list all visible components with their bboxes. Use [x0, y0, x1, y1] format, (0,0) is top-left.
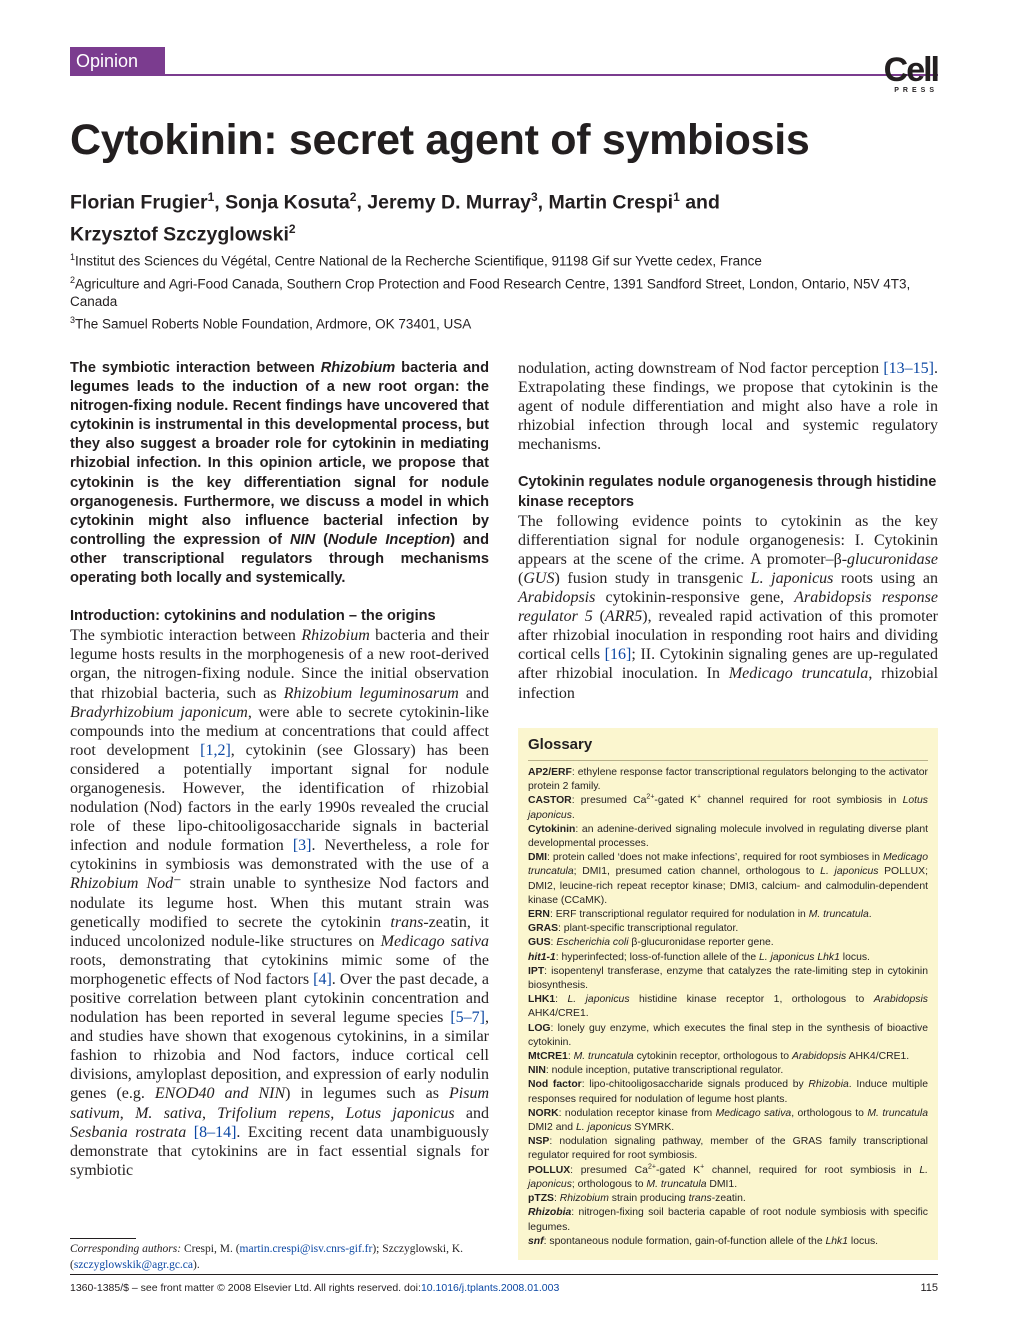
glossary-entries	[528, 766, 928, 1249]
glossary-entry: pTZS: Rhizobium strain producing trans-zeatin.	[528, 1193, 746, 1205]
header-rule	[70, 74, 938, 76]
article-title: Cytokinin: secret agent of symbiosis	[70, 116, 810, 164]
logo-sub: PRESS	[894, 87, 938, 94]
footnote-rule	[70, 1238, 136, 1239]
glossary-title: Glossary	[528, 736, 593, 753]
author-name: Florian Frugier	[70, 191, 208, 214]
affiliation-item: $^2$Agriculture and Agri-Food Canada, Southern Crop Protection and Food Research Centre, 1391 Sandford Street, London, Ontario, N5V 4T3, Canada	[70, 274, 911, 309]
abstract: The symbiotic interaction between Rhizobium bacteria and legumes leads to the induction of a new root organ: the nitrogen-fixing nodule. Recent findings have uncovered that cytokinin is instrumental in this developmental process, but they also suggest a broader role for cytokinin in mediating rhizobial infection. In this opinion article, we propose that cytokinin is the key differentiation signal for nodule organogenesis. Furthermore, we discuss a model in which cytokinin might also influence bacterial infection by controlling the expression of NIN (Nodule Inception) and other transcriptional regulators through mechanisms operating both locally and systemically.	[70, 360, 490, 587]
reference-link[interactable]: [3]	[292, 837, 312, 855]
glossary-entry: snf: spontaneous nodule formation, gain-of-function allele of the Lhk1 locus.	[528, 1235, 879, 1247]
glossary-entry: MtCRE1: M. truncatula cytokinin receptor, orthologous to Arabidopsis AHK4/CRE1.	[528, 1051, 910, 1063]
author-name: Krzysztof Szczyglowski	[70, 223, 289, 245]
right-paragraph-1: nodulation, acting downstream of Nod factor perception [13–15]. Extrapolating these findings, we propose that cytokinin is the agent of nodule differentiation and might also have a role in rhizobial infection through local and systemic regulatory mechanisms.	[518, 360, 938, 454]
glossary-entry: Cytokinin: an adenine-derived signaling molecule involved in regulating diverse plant developmental processes.	[528, 823, 928, 850]
glossary-entry: ERN: ERF transcriptional regulator required for nodulation in M. truncatula.	[528, 909, 872, 921]
right-paragraph-2: The following evidence points to cytokinin as the key differentiation signal for nodule organogenesis: I. Cytokinin appears at the scene of the crime. A promoter–β-glucuronidase (GUS) fusion study in transgenic L. japonicus roots using an Arabidopsis cytokinin-responsive gene, Arabidopsis response regulator 5 (ARR5), revealed rapid activation of this promoter after rhizobial inoculation in responding root hairs and dividing cortical cells [16]; II. Cytokinin signaling genes are up-regulated after rhizobial inoculation. In Medicago truncatula, rhizobial infection	[518, 512, 939, 702]
glossary-entry: GRAS: plant-specific transcriptional regulator.	[528, 923, 739, 935]
reference-link[interactable]: szczyglowskik@agr.gc.ca	[73, 1259, 194, 1271]
affiliation-item: $^3$The Samuel Roberts Noble Foundation, Ardmore, OK 73401, USA	[70, 315, 472, 332]
author-name: Sonja Kosuta	[225, 191, 350, 214]
page-number: 115	[920, 1282, 938, 1294]
glossary-rule	[528, 760, 928, 761]
author-affiliation-mark: 2	[349, 190, 357, 204]
author-affiliation-mark: 1	[207, 190, 215, 204]
left-column	[70, 359, 489, 1180]
right-column	[518, 359, 938, 703]
glossary-entry: NIN: nodule inception, putative transcriptional regulator.	[528, 1065, 784, 1077]
reference-link[interactable]: martin.crespi@isv.cnrs-gif.fr	[239, 1243, 373, 1255]
author-name: Martin Crespi	[548, 191, 674, 214]
footer-copyright: 1360-1385/$ – see front matter © 2008 Elsevier Ltd. All rights reserved. doi:10.1016/j.tplants.2008.01.003	[70, 1282, 560, 1294]
glossary-entry: NORK: nodulation receptor kinase from Medicago sativa, orthologous to M. truncatula DMI2 and L. japonicus SYMRK.	[528, 1107, 928, 1134]
author-name: Jeremy D. Murray	[367, 191, 531, 214]
glossary-entry: CASTOR: presumed $Ca^{2+}$-gated K+ channel required for root symbiosis in Lotus japonicus.	[528, 793, 928, 821]
corresponding-authors-footnote: Corresponding authors: Crespi, M. (martin.crespi@isv.cnrs-gif.fr); Szczyglowski, K. (szczyglowskik@agr.gc.ca).	[70, 1243, 464, 1271]
footer-rule	[70, 1274, 938, 1275]
glossary-entry: Rhizobia: nitrogen-fixing soil bacteria capable of root nodule symbiosis with specific legumes.	[528, 1207, 928, 1233]
author-affiliation-mark: 3	[530, 190, 538, 204]
reference-link[interactable]: 10.1016/j.tplants.2008.01.003	[420, 1282, 560, 1294]
glossary-entry: Nod factor: lipo-chitooligosaccharide signals produced by Rhizobia. Induce multiple responses required for nodulation of legume host plants.	[528, 1079, 928, 1105]
section-heading-2: Cytokinin regulates nodule organogenesis through histidine kinase receptors	[518, 474, 937, 510]
glossary-entry: NSP: nodulation signaling pathway, member of the GRAS family transcriptional regulator required for root symbiosis.	[528, 1136, 928, 1162]
glossary-entry: DMI: protein called ‘does not make infections’, required for root symbioses in Medicago truncatula; DMI1, presumed cation channel, orthologous to L. japonicus POLLUX; DMI2, leucine-rich repeat receptor kinase; DMI3, calcium- and calmodulin-dependent kinase (CCaMK).	[528, 852, 928, 906]
glossary-entry: POLLUX: presumed $Ca^{2+}$-gated K+ channel, required for root symbiosis in L. japonicus; orthologous to M. truncatula DMI1.	[528, 1163, 928, 1190]
glossary-entry: LHK1: L. japonicus histidine kinase receptor 1, orthologous to Arabidopsis AHK4/CRE1.	[528, 994, 928, 1020]
glossary-entry: hit1-1: hyperinfected; loss-of-function allele of the L. japonicus Lhk1 locus.	[528, 951, 870, 963]
reference-link[interactable]: [16]	[604, 646, 632, 664]
author-affiliation-mark: 1	[673, 190, 680, 204]
affiliations	[70, 248, 930, 334]
reference-link[interactable]: [13–15]	[883, 360, 934, 377]
reference-link[interactable]: [8–14]	[193, 1123, 237, 1141]
glossary-entry: IPT: isopentenyl transferase, enzyme that catalyzes the rate-limiting step in cytokinin biosynthesis.	[528, 965, 928, 992]
glossary-box	[518, 728, 938, 1260]
reference-link[interactable]: [4]	[313, 970, 332, 988]
glossary-entry: LOG: lonely guy enzyme, which executes the final step in the synthesis of bioactive cytokinin.	[528, 1022, 928, 1048]
reference-link[interactable]: [5–7]	[450, 1009, 485, 1027]
reference-link[interactable]: [1,2]	[200, 741, 231, 759]
section-label: Opinion	[70, 47, 165, 75]
glossary-entry: GUS: Escherichia coli β-glucuronidase reporter gene.	[528, 937, 774, 949]
intro-paragraph: The symbiotic interaction between Rhizobium bacteria and their legume hosts results in the morphogenesis of a new root-derived organ, the nitrogen-fixing nodule. Since the initial observation that rhizobial bacteria, such as Rhizobium leguminosarum and Bradyrhizobium japonicum, were able to secrete cytokinin-like compounds into the medium at concentrations that could affect root development [1,2], cytokinin (see Glossary) has been considered a potentially important signal for nodule organogenesis. However, the identification of rhizobial nodulation (Nod) factors in the early 1990s revealed the crucial role of these lipo-chitooligosaccharide signals in bacterial infection and nodule formation [3]. Nevertheless, a role for cytokinins in symbiosis was demonstrated with the use of a Rhizobium Nod⁻ strain unable to synthesize Nod factors and nodulate its legume host. When this mutant strain was genetically modified to secrete the cytokinin trans-zeatin, it induced uncolonized nodule-like structures on Medicago sativa roots, demonstrating that cytokinins mimic some of the morphogenetic effects of Nod factors [4]. Over the past decade, a positive correlation between plant cytokinin concentration and nodulation has been reported in several legume species [5–7], and studies have shown that exogenous cytokinins, in a similar fashion to rhizobia and Nod factors, induce cortical cell divisions, amyloplast deposition, and expression of early nodulin genes (e.g. ENOD40 and NIN) in legumes such as Pisum sativum, M. sativa, Trifolium repens, Lotus japonicus and Sesbania rostrata [8–14]. Exciting recent data unambiguously demonstrate that cytokinins are in fact essential signals for symbiotic	[70, 627, 490, 1179]
logo-main: Cell	[883, 51, 938, 89]
author-list: Florian Frugier$^1$, Sonja Kosuta$^2$, Jeremy D. Murray$^3$, Martin Crespi$^1$ and Krzysztof Szczyglowski$^2$	[70, 190, 720, 245]
cell-press-logo	[883, 51, 938, 94]
affiliation-item: $^1$Institut des Sciences du Végétal, Centre National de la Recherche Scientifique, 91198 Gif sur Yvette cedex, France	[70, 252, 762, 269]
intro-heading: Introduction: cytokinins and nodulation – the origins	[70, 608, 436, 625]
author-affiliation-mark: 2	[288, 221, 296, 236]
glossary-entry: AP2/ERF: ethylene response factor transcriptional regulators belonging to the activator protein 2 family.	[528, 767, 928, 793]
